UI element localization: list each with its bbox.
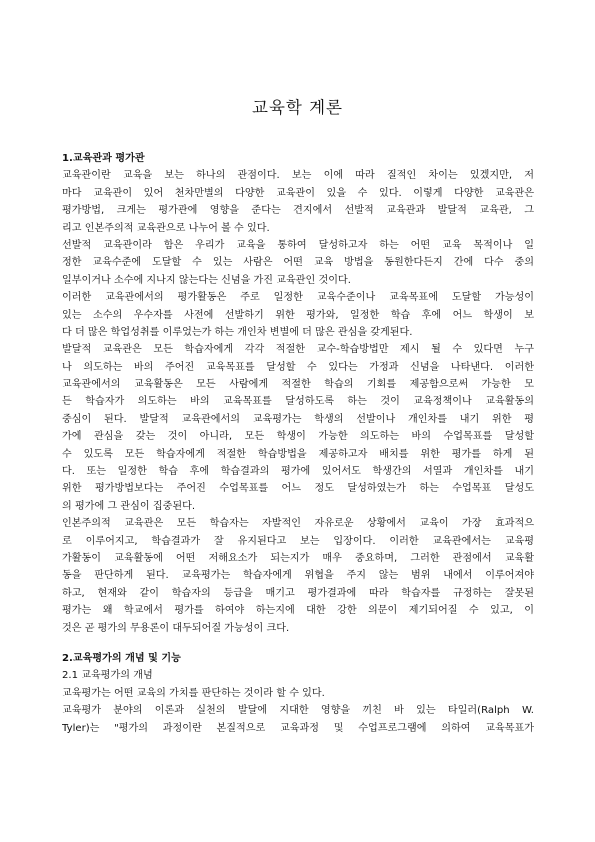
paragraph-line: 평가방법, 크게는 평가관에 영향을 준다는 견지에서 선발적 교육관과 발달적 교육관, 그 (62, 205, 534, 217)
paragraph-line: 리고 인본주의적 교육관으로 나누어 볼 수 있다. (62, 222, 270, 234)
section-1-body (62, 167, 534, 637)
subsection-heading: 2.1 교육평가의 개념 (62, 670, 153, 682)
paragraph-line: 이러한 교육관에서의 평가활동은 주로 일정한 교육수준이나 교육목표에 도달할 가능성이 (62, 292, 534, 304)
paragraph-line: 다 더 많은 학업성취를 이루었는가 하는 개인차 변별에 더 많은 관심을 갖게된다. (62, 326, 413, 338)
section-heading: 2.교육평가의 개념 및 기능 (62, 652, 181, 664)
paragraph-line: Tyler)는 "평가의 과정이란 본질적으로 교육과정 및 수업프로그램에 의하여 교육목표가 (62, 722, 534, 734)
paragraph-line: 것은 곧 평가의 무용론이 대두되어질 가능성이 크다. (62, 622, 290, 634)
section-2-body (62, 685, 534, 737)
paragraph-line: 다. 또는 일정한 학습 후에 학습결과의 평가에 있어서도 학생간의 서열과 개인차를 내기 (62, 466, 534, 478)
paragraph-line: 가에 관심을 갖는 것이 아니라, 모든 학생이 가능한 의도하는 바의 수업목표를 달성할 (62, 431, 534, 443)
paragraph-line: 하고, 현재와 같이 학습자의 등급을 매기고 평가결과에 따라 학습자를 규정하는 잘못된 (62, 587, 534, 599)
paragraph-line: 든 학습자가 의도하는 바의 교육목표를 달성하도록 하는 것이 교육정책이나 교육활동의 (62, 396, 534, 408)
paragraph-line: 있는 소수의 우수자를 사전에 선발하기 위한 평가와, 일정한 학습 후에 어느 학생이 보 (62, 309, 534, 321)
paragraph-line: 인본주의적 교육관은 모든 학습자는 자발적인 자유로운 상황에서 교육이 가장 효과적으 (62, 518, 534, 530)
paragraph-line: 선발적 교육관이라 함은 우리가 교육을 통하여 달성하고자 하는 어떤 교육 목적이나 일 (62, 239, 534, 251)
paragraph-line: 가활동이 교육활동에 어떤 저해요소가 되는지가 매우 중요하며, 그러한 관점에서 교육활 (62, 552, 534, 564)
paragraph-line: 마다 교육관이 있어 천차만별의 다양한 교육관이 있을 수 있다. 이렇게 다양한 교육관은 (62, 187, 534, 199)
section-heading: 1.교육관과 평가관 (62, 153, 145, 164)
document-body (62, 150, 534, 737)
paragraph-line: 중심이 된다. 발달적 교육관에서의 교육평가는 학생의 선발이나 개인차를 내기 위한 평 (62, 413, 534, 425)
paragraph-line: 수 있도록 모든 학습자에게 적절한 학습방법을 제공하고자 배치를 위한 평가를 하게 된 (62, 448, 534, 460)
paragraph-line: 동을 판단하게 된다. 교육평가는 학습자에게 위협을 주지 않는 범위 내에서 이루어져야 (62, 570, 534, 582)
paragraph-line: 위한 평가방법보다는 주어진 수업목표를 어느 정도 달성하였는가 하는 수업목표 달성도 (62, 483, 534, 495)
paragraph-line: 발달적 교육관은 모든 학습자에게 각각 적절한 교수-학습방법만 제시 될 수 있다면 누구 (62, 344, 534, 356)
paragraph-line: 교육평가는 어떤 교육의 가치를 판단하는 것이라 할 수 있다. (62, 687, 325, 699)
document-title: 교육학 계론 (252, 98, 343, 117)
paragraph-line: 정한 교육수준에 도달할 수 있는 사람은 어떤 교육 방법을 동원한다든지 간에 다수 중의 (62, 257, 534, 269)
paragraph-line: 교육관에서의 교육활동은 모든 사람에게 적절한 학습의 기회를 제공함으로써 가능한 모 (62, 379, 534, 391)
paragraph-line: 의 평가에 그 관심이 집중된다. (62, 500, 196, 512)
paragraph-line: 교육평가 분야의 이론과 실천의 발달에 지대한 영향을 끼친 바 있는 타일러(Ralph W. (62, 705, 534, 717)
paragraph-line: 일부이거나 소수에 지나지 않는다는 신념을 가진 교육관인 것이다. (62, 274, 351, 286)
paragraph-line: 교육관이란 교육을 보는 하나의 관점이다. 보는 이에 따라 질적인 차이는 있겠지만, 저 (62, 170, 534, 182)
paragraph-line: 평가는 왜 학교에서 평가를 하여야 하는지에 대한 강한 의문이 제기되어질 수 있고, 이 (62, 605, 534, 617)
paragraph-line: 로 이루어지고, 학습결과가 잘 유지된다고 보는 입장이다. 이러한 교육관에서는 교육평 (62, 535, 534, 547)
paragraph-line: 나 의도하는 바의 주어진 교육목표를 달성할 수 있다는 가정과 신념을 나타낸다. 이러한 (62, 361, 534, 373)
